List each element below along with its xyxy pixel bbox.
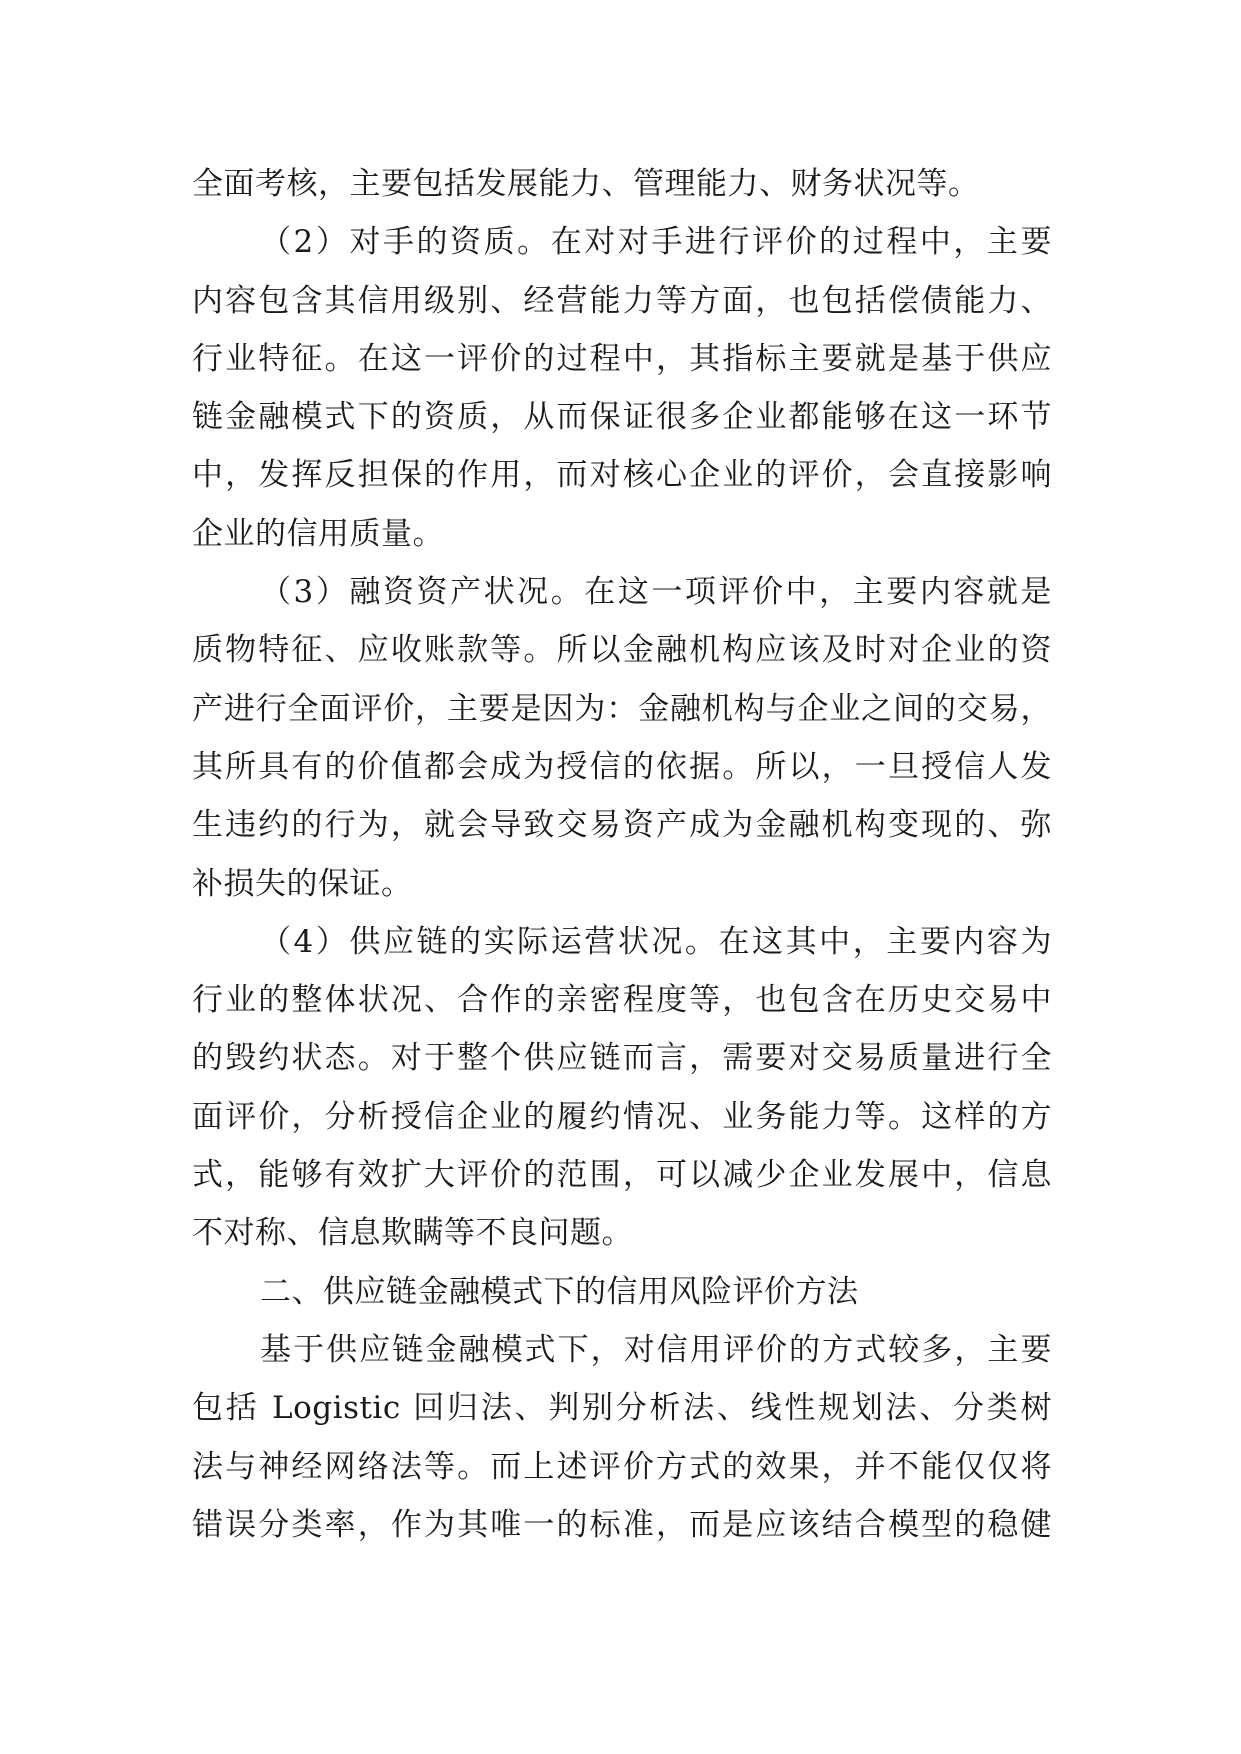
text-line: 不对称、信息欺瞒等不良问题。 [192, 1215, 633, 1252]
text-line: 基于供应链金融模式下，对信用评价的方式较多，主要 [260, 1331, 1052, 1368]
text-line: 质物特征、应收账款等。所以金融机构应该及时对企业的资 [192, 632, 1052, 669]
text-line: 二、供应链金融模式下的信用风险评价方法 [260, 1273, 859, 1310]
text-line: 其所具有的价值都会成为授信的依据。所以，一旦授信人发 [192, 748, 1052, 785]
text-line: （4）供应链的实际运营状况。在这其中，主要内容为 [260, 923, 1052, 960]
text-line: 法与神经网络法等。而上述评价方式的效果，并不能仅仅将 [192, 1448, 1052, 1485]
body-text [192, 155, 1052, 1554]
text-line: 产进行全面评价，主要是因为：金融机构与企业之间的交易， [192, 690, 1052, 727]
text-line: 链金融模式下的资质，从而保证很多企业都能够在这一环节 [192, 399, 1052, 436]
text-line: 包括 Logistic 回归法、判别分析法、线性规划法、分类树 [192, 1390, 1052, 1427]
text-line: 面评价，分析授信企业的履约情况、业务能力等。这样的方 [192, 1098, 1052, 1135]
text-line: 的毁约状态。对于整个供应链而言，需要对交易质量进行全 [192, 1040, 1052, 1077]
text-line: 补损失的保证。 [192, 865, 413, 902]
text-line: （3）融资资产状况。在这一项评价中，主要内容就是 [260, 574, 1052, 611]
text-line: （2）对手的资质。在对对手进行评价的过程中，主要 [260, 224, 1052, 261]
text-line: 全面考核，主要包括发展能力、管理能力、财务状况等。 [192, 166, 980, 202]
text-line: 式，能够有效扩大评价的范围，可以减少企业发展中，信息 [192, 1157, 1052, 1194]
text-line: 企业的信用质量。 [192, 515, 444, 552]
text-line: 内容包含其信用级别、经营能力等方面，也包括偿债能力、 [192, 282, 1052, 319]
text-line: 行业的整体状况、合作的亲密程度等，也包含在历史交易中 [192, 982, 1052, 1019]
text-line: 错误分类率，作为其唯一的标准，而是应该结合模型的稳健 [192, 1506, 1052, 1543]
text-line: 生违约的行为，就会导致交易资产成为金融机构变现的、弥 [192, 807, 1052, 844]
text-line: 行业特征。在这一评价的过程中，其指标主要就是基于供应 [192, 340, 1052, 377]
text-line: 中，发挥反担保的作用，而对核心企业的评价，会直接影响 [192, 457, 1052, 494]
